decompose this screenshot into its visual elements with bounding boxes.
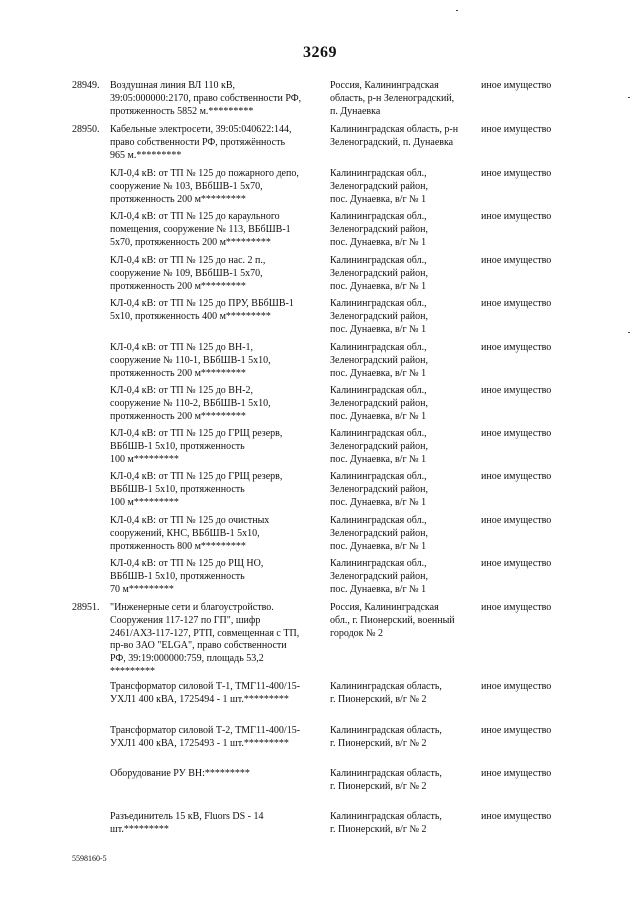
description-line: УХЛ1 400 кВА, 1725494 - 1 шт.********* <box>110 693 289 705</box>
location-line: Зеленоградский район, <box>330 397 428 409</box>
entry-description <box>110 255 322 293</box>
location-line: пос. Дунаевка, в/г № 1 <box>330 410 427 422</box>
location-line: г. Пионерский, в/г № 2 <box>330 823 427 835</box>
entry-property-type: иное имущество <box>481 602 552 613</box>
entry-description <box>110 168 322 206</box>
description-line: КЛ-0,4 кВ: от ТП № 125 до ВН-1, <box>110 342 254 353</box>
entry-number <box>72 342 110 380</box>
document-code: 5598160-5 <box>72 854 107 863</box>
description-line: 5х70, протяженность 200 м********* <box>110 236 271 248</box>
scan-speck <box>628 97 630 98</box>
description-line: право собственности РФ, протяжённость <box>110 136 286 148</box>
location-line: Калининградская обл., <box>330 255 427 266</box>
entry-property-type: иное имущество <box>481 385 552 396</box>
description-line: Трансформатор силовой Т-2, ТМГ11-400/15- <box>110 725 301 736</box>
description-line: Кабельные электросети, 39:05:040622:144, <box>110 124 292 135</box>
registry-row <box>72 342 591 380</box>
entry-property-type: иное имущество <box>481 255 552 266</box>
description-line: 2461/АХЗ-117-127, РТП, совмещенная с ТП, <box>110 627 300 639</box>
registry-row <box>72 168 591 206</box>
location-line: Зеленоградский район, <box>330 267 428 279</box>
entry-property-type: иное имущество <box>481 681 552 692</box>
entry-location <box>330 515 475 553</box>
location-line: Калининградская область, <box>330 811 442 822</box>
registry-row <box>72 725 591 751</box>
entry-location <box>330 124 475 162</box>
description-line: 39:05:000000:2170, право собственности РФ, <box>110 92 302 104</box>
entry-description <box>110 602 322 679</box>
entry-description <box>110 471 322 509</box>
description-line: 100 м********* <box>110 496 179 508</box>
entry-number <box>72 211 110 249</box>
entry-description <box>110 211 322 249</box>
description-line: сооружение № 110-1, ВБбШВ-1 5х10, <box>110 354 271 366</box>
location-line: Калининградская обл., <box>330 211 427 222</box>
location-line: Калининградская обл., <box>330 558 427 569</box>
scan-speck <box>628 332 630 333</box>
registry-row <box>72 428 591 466</box>
entry-location <box>330 168 475 206</box>
entry-location <box>330 342 475 380</box>
location-line: пос. Дунаевка, в/г № 1 <box>330 280 427 292</box>
entry-location <box>330 385 475 423</box>
entry-description <box>110 681 322 707</box>
entry-location <box>330 725 475 751</box>
location-line: п. Дунаевка <box>330 105 381 117</box>
location-line: пос. Дунаевка, в/г № 1 <box>330 323 427 335</box>
location-line: Калининградская обл., <box>330 168 427 179</box>
entry-description <box>110 80 322 118</box>
page-number: 3269 <box>303 44 337 61</box>
entry-number <box>72 515 110 553</box>
location-line: Зеленоградский район, <box>330 527 428 539</box>
entry-location <box>330 681 475 707</box>
entry-description <box>110 385 322 423</box>
scan-speck <box>456 10 458 11</box>
entry-property-type: иное имущество <box>481 471 552 482</box>
description-line: 70 м********* <box>110 583 174 595</box>
entry-number: 28950. <box>72 124 100 135</box>
description-line: ВБбШВ-1 5х10, протяженность <box>110 440 245 452</box>
entry-description <box>110 124 322 162</box>
entry-location <box>330 811 475 837</box>
entry-description <box>110 342 322 380</box>
location-line: Калининградская обл., <box>330 385 427 396</box>
registry-row <box>72 385 591 423</box>
description-line: Сооружения 117-127 по ГП", шифр <box>110 614 261 626</box>
entry-property-type: иное имущество <box>481 168 552 179</box>
entry-property-type: иное имущество <box>481 298 552 309</box>
entry-description <box>110 515 322 553</box>
location-line: Калининградская область, <box>330 725 442 736</box>
location-line: пос. Дунаевка, в/г № 1 <box>330 367 427 379</box>
entry-number <box>72 811 110 837</box>
location-line: Зеленоградский район, <box>330 440 428 452</box>
entry-number <box>72 725 110 751</box>
description-line: протяженность 200 м********* <box>110 193 246 205</box>
registry-row <box>72 681 591 707</box>
description-line: протяженность 200 м********* <box>110 367 246 379</box>
entry-number <box>72 471 110 509</box>
description-line: шт.********* <box>110 823 169 835</box>
description-line: УХЛ1 400 кВА, 1725493 - 1 шт.********* <box>110 737 289 749</box>
registry-row <box>72 515 591 553</box>
entry-property-type: иное имущество <box>481 342 552 353</box>
location-line: г. Пионерский, в/г № 2 <box>330 693 427 705</box>
entry-property-type: иное имущество <box>481 768 552 779</box>
description-line: 5х10, протяженность 400 м********* <box>110 310 271 322</box>
description-line: ВБбШВ-1 5х10, протяженность <box>110 570 245 582</box>
location-line: Россия, Калининградская <box>330 602 439 613</box>
entry-description <box>110 725 322 751</box>
entry-property-type: иное имущество <box>481 124 552 135</box>
entry-description <box>110 558 322 596</box>
entry-number <box>72 298 110 336</box>
entry-property-type: иное имущество <box>481 558 552 569</box>
description-line: Оборудование РУ ВН:********* <box>110 768 250 779</box>
entry-number <box>72 385 110 423</box>
entry-number <box>72 255 110 293</box>
description-line: Трансформатор силовой Т-1, ТМГ11-400/15- <box>110 681 301 692</box>
entry-location <box>330 255 475 293</box>
location-line: Зеленоградский район, <box>330 354 428 366</box>
registry-row <box>72 124 591 162</box>
entry-location <box>330 471 475 509</box>
location-line: Калининградская обл., <box>330 471 427 482</box>
entry-number <box>72 768 110 794</box>
description-line: помещения, сооружение № 113, ВБбШВ-1 <box>110 223 291 235</box>
description-line: КЛ-0,4 кВ: от ТП № 125 до ГРЩ резерв, <box>110 471 283 482</box>
entry-number <box>72 558 110 596</box>
location-line: Калининградская область, <box>330 768 442 779</box>
description-line: протяженность 200 м********* <box>110 280 246 292</box>
entry-number <box>72 681 110 707</box>
description-line: КЛ-0,4 кВ: от ТП № 125 до ГРЩ резерв, <box>110 428 283 439</box>
entry-number: 28951. <box>72 602 100 613</box>
entry-description <box>110 428 322 466</box>
description-line: сооружение № 109, ВБбШВ-1 5х70, <box>110 267 263 279</box>
entry-description <box>110 298 322 336</box>
description-line: РФ, 39:19:000000:759, площадь 53,2 <box>110 653 264 665</box>
location-line: пос. Дунаевка, в/г № 1 <box>330 236 427 248</box>
location-line: Россия, Калининградская <box>330 80 439 91</box>
registry-row <box>72 471 591 509</box>
entry-number: 28949. <box>72 80 100 91</box>
entry-location <box>330 768 475 794</box>
location-line: Калининградская область, <box>330 681 442 692</box>
entry-description <box>110 811 322 837</box>
location-line: пос. Дунаевка, в/г № 1 <box>330 193 427 205</box>
entry-property-type: иное имущество <box>481 811 552 822</box>
entry-location <box>330 211 475 249</box>
location-line: область, р-н Зеленоградский, <box>330 92 455 104</box>
description-line: КЛ-0,4 кВ: от ТП № 125 до караульного <box>110 211 280 222</box>
location-line: г. Пионерский, в/г № 2 <box>330 780 427 792</box>
registry-row <box>72 558 591 596</box>
description-line: "Инженерные сети и благоустройство. <box>110 602 274 613</box>
registry-row <box>72 211 591 249</box>
entry-location <box>330 602 475 679</box>
location-line: Калининградская обл., <box>330 342 427 353</box>
description-line: КЛ-0,4 кВ: от ТП № 125 до очистных <box>110 515 270 526</box>
registry-row <box>72 298 591 336</box>
description-line: сооружение № 110-2, ВБбШВ-1 5х10, <box>110 397 271 409</box>
location-line: городок № 2 <box>330 627 384 639</box>
location-line: Зеленоградский район, <box>330 570 428 582</box>
location-line: Зеленоградский район, <box>330 223 428 235</box>
registry-row <box>72 602 591 679</box>
location-line: Калининградская обл., <box>330 515 427 526</box>
location-line: Калининградская обл., <box>330 298 427 309</box>
location-line: пос. Дунаевка, в/г № 1 <box>330 540 427 552</box>
registry-row <box>72 255 591 293</box>
description-line: 100 м********* <box>110 453 179 465</box>
entry-location <box>330 298 475 336</box>
entry-property-type: иное имущество <box>481 211 552 222</box>
location-line: пос. Дунаевка, в/г № 1 <box>330 583 427 595</box>
description-line: протяженность 200 м********* <box>110 410 246 422</box>
description-line: Воздушная линия ВЛ 110 кВ, <box>110 80 235 91</box>
entry-property-type: иное имущество <box>481 725 552 736</box>
description-line: сооружений, КНС, ВБбШВ-1 5х10, <box>110 527 260 539</box>
location-line: Зеленоградский, п. Дунаевка <box>330 136 454 148</box>
description-line: КЛ-0,4 кВ: от ТП № 125 до РЩ НО, <box>110 558 264 569</box>
registry-row <box>72 80 591 118</box>
entry-location <box>330 80 475 118</box>
location-line: пос. Дунаевка, в/г № 1 <box>330 453 427 465</box>
description-line: ВБбШВ-1 5х10, протяженность <box>110 483 245 495</box>
location-line: Калининградская обл., <box>330 428 427 439</box>
location-line: пос. Дунаевка, в/г № 1 <box>330 496 427 508</box>
entry-number <box>72 428 110 466</box>
entry-number <box>72 168 110 206</box>
location-line: Зеленоградский район, <box>330 310 428 322</box>
registry-row <box>72 768 591 794</box>
description-line: КЛ-0,4 кВ: от ТП № 125 до ПРУ, ВБбШВ-1 <box>110 298 294 309</box>
description-line: ********* <box>110 665 155 677</box>
entry-property-type: иное имущество <box>481 515 552 526</box>
description-line: КЛ-0,4 кВ: от ТП № 125 до нас. 2 п., <box>110 255 266 266</box>
location-line: Зеленоградский район, <box>330 483 428 495</box>
description-line: КЛ-0,4 кВ: от ТП № 125 до пожарного депо, <box>110 168 299 179</box>
description-line: сооружение № 103, ВБбШВ-1 5х70, <box>110 180 263 192</box>
description-line: 965 м.********* <box>110 149 182 161</box>
location-line: г. Пионерский, в/г № 2 <box>330 737 427 749</box>
location-line: обл., г. Пионерский, военный <box>330 614 455 626</box>
entry-description <box>110 768 322 794</box>
description-line: пр-во ЗАО "ELGA", право собственности <box>110 640 287 652</box>
registry-row <box>72 811 591 837</box>
description-line: протяженность 5852 м.********* <box>110 105 254 117</box>
location-line: Зеленоградский район, <box>330 180 428 192</box>
entry-location <box>330 428 475 466</box>
description-line: Разъединитель 15 кВ, Fluors DS - 14 <box>110 811 264 822</box>
description-line: КЛ-0,4 кВ: от ТП № 125 до ВН-2, <box>110 385 254 396</box>
entry-property-type: иное имущество <box>481 428 552 439</box>
description-line: протяженность 800 м********* <box>110 540 246 552</box>
entry-property-type: иное имущество <box>481 80 552 91</box>
location-line: Калининградская область, р-н <box>330 124 459 135</box>
entry-location <box>330 558 475 596</box>
